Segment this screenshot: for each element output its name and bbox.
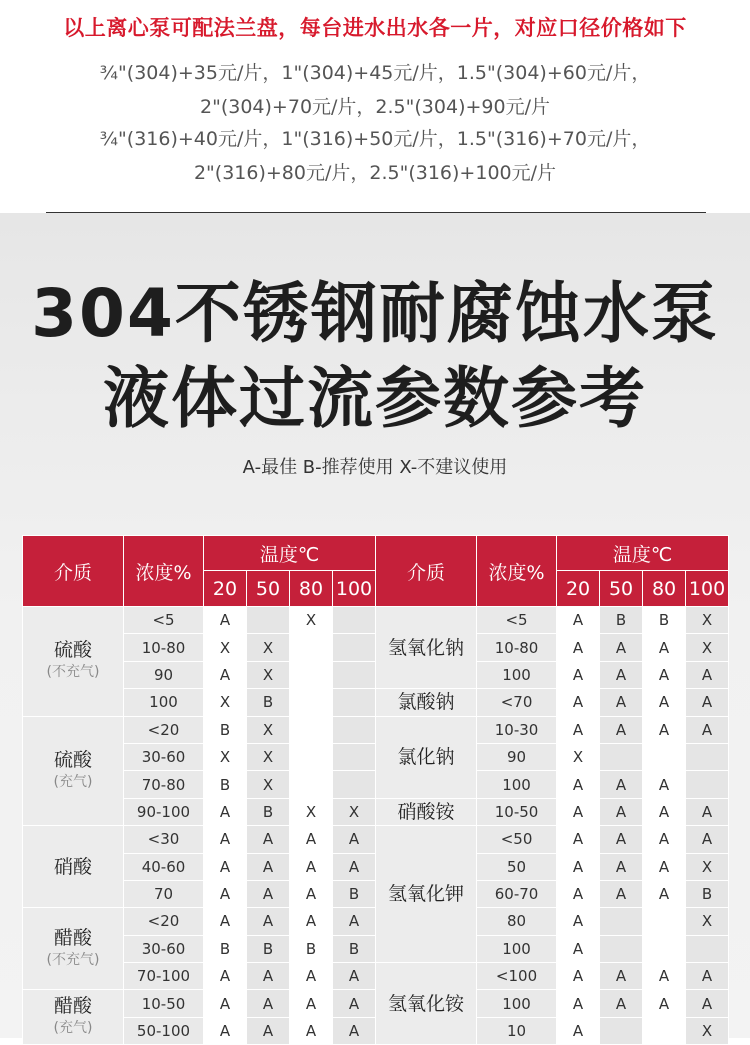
concentration-cell: 50-100: [124, 1017, 204, 1044]
concentration-cell: 50: [477, 853, 557, 880]
concentration-cell: 60-70: [477, 880, 557, 907]
rating-cell: B: [204, 935, 247, 962]
rating-cell: A: [600, 716, 643, 743]
concentration-cell: 40-60: [124, 853, 204, 880]
header-temp-100: 100: [333, 571, 376, 607]
medium-note: (充气): [53, 773, 93, 790]
rating-cell: A: [600, 826, 643, 853]
rating-cell: B: [333, 935, 376, 962]
concentration-cell: 100: [477, 661, 557, 688]
rating-legend: A-最佳 B-推荐使用 X-不建议使用: [242, 457, 508, 478]
concentration-cell: <70: [477, 689, 557, 716]
rating-cell: A: [600, 880, 643, 907]
rating-cell: A: [600, 963, 643, 990]
rating-cell: A: [557, 880, 600, 907]
table-row: [23, 826, 729, 853]
rating-cell: A: [290, 908, 333, 935]
rating-cell: A: [557, 963, 600, 990]
rating-cell: A: [290, 1017, 333, 1044]
rating-cell: X: [686, 607, 729, 634]
medium-name: 醋酸: [53, 926, 92, 949]
rating-cell: A: [204, 798, 247, 825]
rating-cell: X: [247, 743, 290, 770]
page-subtitle: 液体过流参数参考: [103, 360, 647, 437]
rating-cell: [643, 743, 686, 770]
rating-cell: A: [333, 826, 376, 853]
rating-cell: A: [686, 716, 729, 743]
price-line-4: 2"(316)+80元/片，2.5"(316)+100元/片: [193, 162, 557, 184]
concentration-cell: 90-100: [124, 798, 204, 825]
price-line-1: ¾"(304)+35元/片，1"(304)+45元/片，1.5"(304)+60元/片，: [99, 62, 651, 84]
rating-cell: A: [557, 771, 600, 798]
rating-cell: [333, 634, 376, 661]
header-temp-80: 80: [643, 571, 686, 607]
rating-cell: B: [247, 689, 290, 716]
rating-cell: [600, 1017, 643, 1044]
rating-cell: A: [247, 853, 290, 880]
rating-cell: A: [557, 689, 600, 716]
table-row: [23, 689, 729, 716]
rating-cell: [290, 716, 333, 743]
rating-cell: A: [247, 963, 290, 990]
rating-cell: A: [557, 1017, 600, 1044]
concentration-cell: 90: [477, 743, 557, 770]
rating-cell: B: [290, 935, 333, 962]
medium-name: 氯化钠: [397, 746, 455, 769]
rating-cell: [333, 689, 376, 716]
rating-cell: [290, 689, 333, 716]
rating-cell: A: [204, 908, 247, 935]
table-row: [23, 716, 729, 743]
medium-name: 硫酸: [53, 748, 92, 771]
rating-cell: [290, 661, 333, 688]
concentration-cell: 100: [477, 990, 557, 1017]
rating-cell: A: [557, 908, 600, 935]
header-concentration: 浓度%: [477, 536, 557, 607]
medium-cell: [23, 908, 124, 990]
medium-cell: [376, 689, 477, 716]
concentration-cell: 100: [477, 935, 557, 962]
medium-name: 氢氧化钾: [388, 883, 465, 906]
rating-cell: [643, 908, 686, 935]
header-concentration: 浓度%: [124, 536, 204, 607]
concentration-cell: 10-50: [124, 990, 204, 1017]
rating-cell: A: [204, 661, 247, 688]
medium-cell: [376, 607, 477, 689]
rating-cell: [643, 935, 686, 962]
rating-cell: A: [333, 963, 376, 990]
concentration-cell: 100: [124, 689, 204, 716]
rating-cell: A: [333, 1017, 376, 1044]
rating-cell: A: [247, 990, 290, 1017]
concentration-cell: 100: [477, 771, 557, 798]
medium-cell: [376, 826, 477, 963]
rating-cell: A: [643, 880, 686, 907]
header-temperature: 温度℃: [557, 536, 729, 571]
rating-cell: A: [643, 661, 686, 688]
rating-cell: A: [333, 853, 376, 880]
price-notice-section: [0, 0, 750, 210]
rating-cell: [600, 935, 643, 962]
price-line-3: ¾"(316)+40元/片，1"(316)+50元/片，1.5"(316)+70元/片，: [99, 128, 651, 150]
medium-cell: [23, 990, 124, 1045]
concentration-cell: 10-80: [124, 634, 204, 661]
concentration-cell: <30: [124, 826, 204, 853]
rating-cell: X: [204, 689, 247, 716]
rating-cell: X: [686, 853, 729, 880]
corrosion-table: [22, 535, 729, 1045]
rating-cell: A: [643, 798, 686, 825]
header-medium: 介质: [376, 536, 477, 607]
rating-cell: A: [643, 853, 686, 880]
medium-note: (充气): [53, 1020, 93, 1037]
rating-cell: A: [290, 963, 333, 990]
header-temp-100: 100: [686, 571, 729, 607]
page-title: 304不锈钢耐腐蚀水泵: [31, 275, 719, 352]
rating-cell: [247, 607, 290, 634]
rating-cell: A: [643, 716, 686, 743]
rating-cell: [686, 743, 729, 770]
price-line-2: 2"(304)+70元/片，2.5"(304)+90元/片: [200, 96, 550, 118]
medium-name: 硝酸铵: [397, 800, 455, 823]
rating-cell: B: [600, 607, 643, 634]
rating-cell: B: [643, 607, 686, 634]
header-temp-80: 80: [290, 571, 333, 607]
header-temp-20: 20: [204, 571, 247, 607]
medium-name: 硝酸: [53, 855, 92, 878]
rating-cell: A: [600, 798, 643, 825]
rating-cell: A: [333, 908, 376, 935]
rating-cell: A: [643, 689, 686, 716]
rating-cell: A: [557, 853, 600, 880]
medium-cell: [23, 607, 124, 717]
rating-cell: A: [557, 798, 600, 825]
concentration-cell: 90: [124, 661, 204, 688]
header-temp-50: 50: [600, 571, 643, 607]
rating-cell: [686, 935, 729, 962]
rating-cell: [333, 661, 376, 688]
concentration-cell: <5: [477, 607, 557, 634]
rating-cell: A: [247, 826, 290, 853]
table-row: [23, 963, 729, 990]
rating-cell: A: [290, 990, 333, 1017]
medium-cell: [376, 716, 477, 798]
concentration-cell: <20: [124, 716, 204, 743]
rating-cell: [333, 716, 376, 743]
medium-cell: [23, 826, 124, 908]
rating-cell: A: [204, 1017, 247, 1044]
rating-cell: X: [686, 908, 729, 935]
rating-cell: [600, 908, 643, 935]
rating-cell: A: [643, 990, 686, 1017]
concentration-cell: <20: [124, 908, 204, 935]
concentration-cell: 70: [124, 880, 204, 907]
flange-notice: 以上离心泵可配法兰盘，每台进水出水各一片，对应口径价格如下: [63, 16, 687, 40]
table-row: [23, 607, 729, 634]
concentration-cell: 10-50: [477, 798, 557, 825]
table-row: [23, 798, 729, 825]
concentration-cell: 80: [477, 908, 557, 935]
rating-cell: B: [686, 880, 729, 907]
rating-cell: A: [686, 689, 729, 716]
medium-name: 氯酸钠: [397, 691, 455, 714]
medium-cell: [376, 963, 477, 1045]
concentration-cell: <5: [124, 607, 204, 634]
rating-cell: X: [290, 798, 333, 825]
rating-cell: A: [557, 607, 600, 634]
concentration-cell: <50: [477, 826, 557, 853]
rating-cell: A: [600, 853, 643, 880]
rating-cell: A: [247, 1017, 290, 1044]
rating-cell: A: [247, 880, 290, 907]
rating-cell: A: [557, 716, 600, 743]
rating-cell: A: [204, 963, 247, 990]
header-temperature: 温度℃: [204, 536, 376, 571]
rating-cell: B: [247, 935, 290, 962]
medium-cell: [23, 716, 124, 826]
rating-cell: A: [204, 853, 247, 880]
rating-cell: A: [333, 990, 376, 1017]
rating-cell: A: [600, 689, 643, 716]
rating-cell: [686, 771, 729, 798]
rating-cell: A: [686, 990, 729, 1017]
concentration-cell: 10-30: [477, 716, 557, 743]
rating-cell: A: [247, 908, 290, 935]
rating-cell: [643, 1017, 686, 1044]
concentration-cell: 30-60: [124, 935, 204, 962]
concentration-cell: 10-80: [477, 634, 557, 661]
rating-cell: [333, 771, 376, 798]
rating-cell: X: [686, 634, 729, 661]
rating-cell: A: [204, 880, 247, 907]
rating-cell: B: [247, 798, 290, 825]
rating-cell: A: [600, 634, 643, 661]
rating-cell: A: [686, 798, 729, 825]
rating-cell: A: [686, 963, 729, 990]
header-temp-50: 50: [247, 571, 290, 607]
rating-cell: X: [686, 1017, 729, 1044]
medium-name: 氢氧化铵: [388, 992, 465, 1015]
rating-cell: X: [247, 716, 290, 743]
rating-cell: X: [247, 771, 290, 798]
rating-cell: X: [247, 634, 290, 661]
rating-cell: A: [204, 990, 247, 1017]
rating-cell: [600, 743, 643, 770]
rating-cell: X: [290, 607, 333, 634]
rating-cell: X: [247, 661, 290, 688]
rating-cell: A: [643, 963, 686, 990]
rating-cell: A: [643, 771, 686, 798]
medium-name: 氢氧化钠: [388, 636, 465, 659]
rating-cell: A: [290, 826, 333, 853]
medium-name: 醋酸: [53, 995, 92, 1018]
header-medium: 介质: [23, 536, 124, 607]
medium-note: (不充气): [46, 951, 100, 968]
rating-cell: A: [204, 826, 247, 853]
rating-cell: X: [333, 798, 376, 825]
rating-cell: A: [686, 826, 729, 853]
rating-cell: A: [557, 661, 600, 688]
rating-cell: X: [204, 634, 247, 661]
rating-cell: A: [204, 607, 247, 634]
rating-cell: A: [557, 826, 600, 853]
rating-cell: B: [333, 880, 376, 907]
rating-cell: A: [290, 880, 333, 907]
rating-cell: [333, 607, 376, 634]
concentration-cell: 30-60: [124, 743, 204, 770]
rating-cell: [333, 743, 376, 770]
rating-cell: A: [290, 853, 333, 880]
rating-cell: A: [600, 661, 643, 688]
rating-cell: X: [204, 743, 247, 770]
rating-cell: A: [643, 634, 686, 661]
rating-cell: A: [686, 661, 729, 688]
rating-cell: [290, 743, 333, 770]
rating-cell: [290, 771, 333, 798]
rating-cell: A: [600, 771, 643, 798]
rating-cell: [290, 634, 333, 661]
rating-cell: A: [643, 826, 686, 853]
rating-cell: B: [204, 716, 247, 743]
medium-note: (不充气): [46, 664, 100, 681]
medium-cell: [376, 798, 477, 825]
rating-cell: A: [557, 935, 600, 962]
medium-name: 硫酸: [53, 639, 92, 662]
rating-cell: B: [204, 771, 247, 798]
rating-cell: A: [557, 990, 600, 1017]
rating-cell: A: [557, 634, 600, 661]
concentration-cell: 70-100: [124, 963, 204, 990]
header-temp-20: 20: [557, 571, 600, 607]
rating-cell: A: [600, 990, 643, 1017]
rating-cell: X: [557, 743, 600, 770]
concentration-cell: <100: [477, 963, 557, 990]
concentration-cell: 70-80: [124, 771, 204, 798]
concentration-cell: 10: [477, 1017, 557, 1044]
